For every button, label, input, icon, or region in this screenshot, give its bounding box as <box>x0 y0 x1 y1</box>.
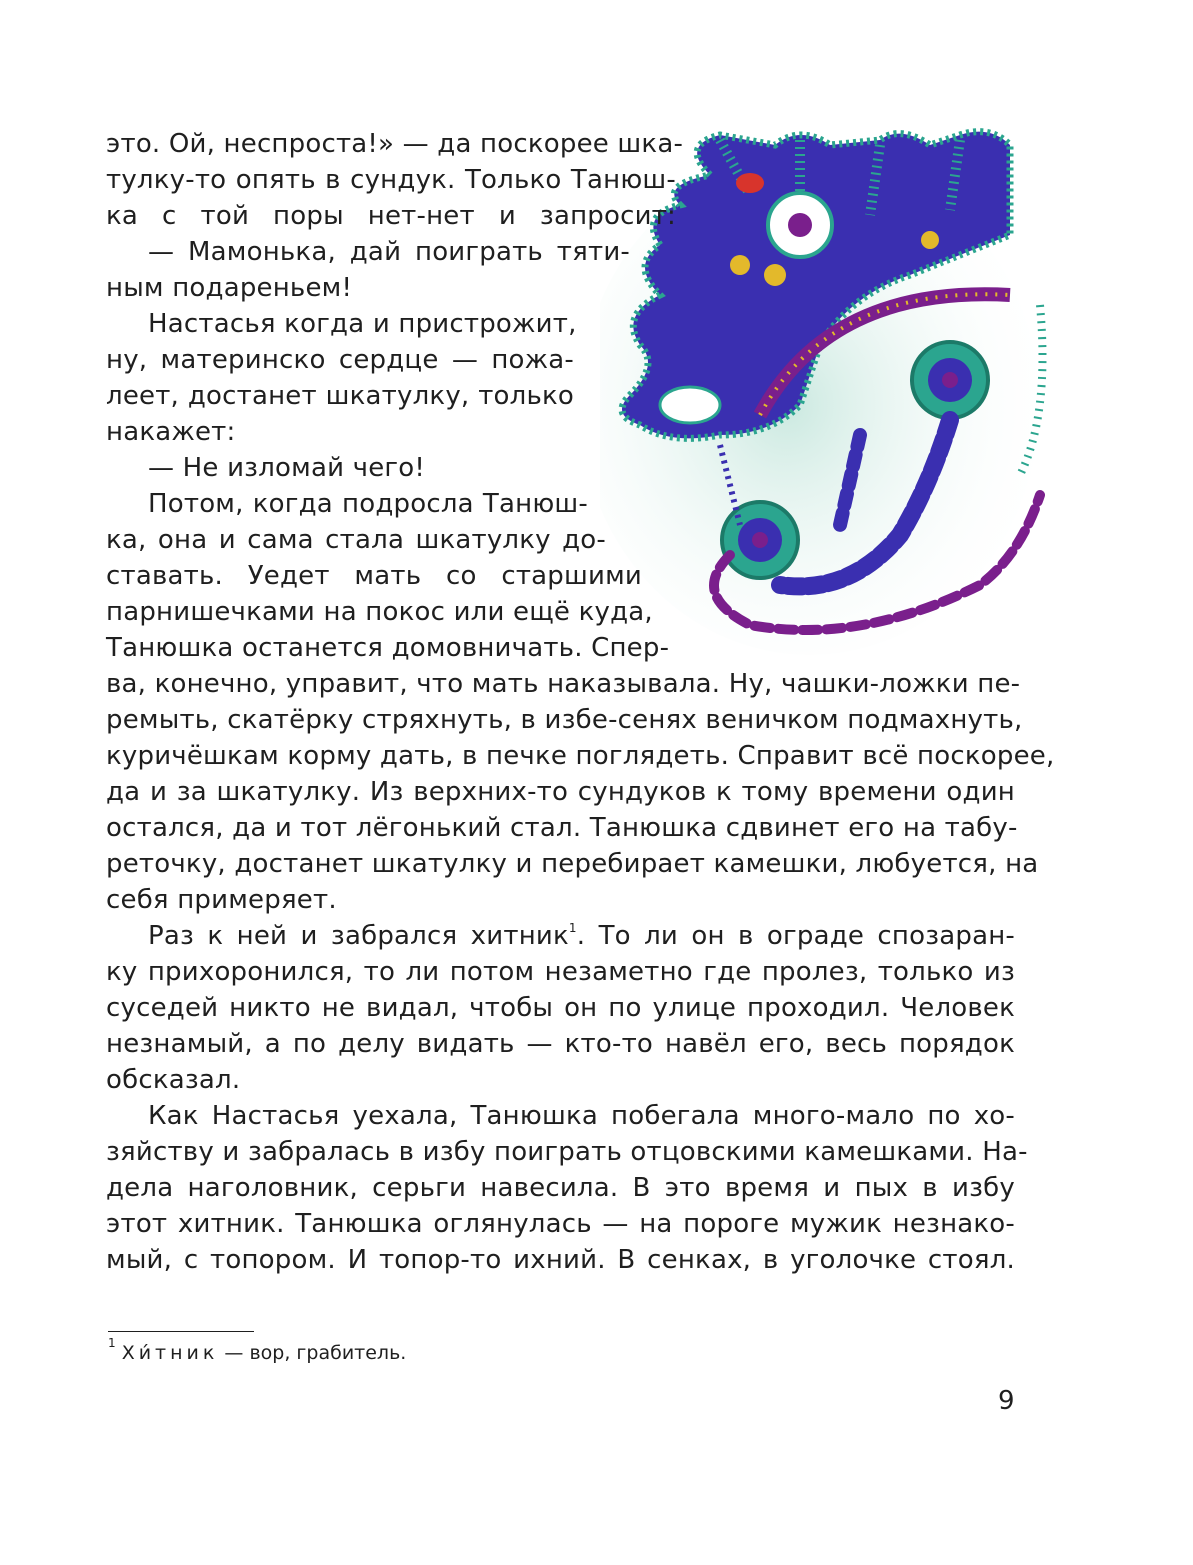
page-number: 9 <box>998 1386 1015 1416</box>
text-line: Танюшка останется домовничать. Спер- <box>106 633 670 663</box>
text-line: — Не изломай чего! <box>148 453 425 483</box>
text-fragment: . То ли он в ограде спозаран- <box>576 921 1015 951</box>
text-line: себя примеряет. <box>106 885 337 915</box>
text-line: реточку, достанет шкатулку и перебирает камешки, любуется, на <box>106 849 1039 879</box>
text-line: куричёшкам корму дать, в печке поглядеть. Справит всё поскорее, <box>106 741 1055 771</box>
text-line: ремыть, скатёрку стряхнуть, в избе-сенях веничком подмахнуть, <box>106 705 1023 735</box>
footnote <box>108 1336 407 1366</box>
text-line: ка, она и сама стала шкатулку до- <box>106 525 606 555</box>
text-line: ва, конечно, управит, что мать наказывала. Ну, чашки-ложки пе- <box>106 669 1021 699</box>
text-line <box>148 918 1015 954</box>
text-line: ка с той поры нет-нет и запросит: <box>106 201 676 231</box>
text-line: Потом, когда подросла Танюш- <box>148 489 588 519</box>
text-line: Настасья когда и пристрожит, <box>148 309 577 339</box>
text-line: Как Настасья уехала, Танюшка побегала много-мало по хо- <box>148 1101 1015 1131</box>
text-line: это. Ой, неспроста!» — да поскорее шка- <box>106 129 684 159</box>
text-line: — Мамонька, дай поиграть тяти- <box>148 237 630 267</box>
footnote-mark: 1 <box>108 1336 116 1350</box>
text-line: ставать. Уедет мать со старшими <box>106 561 642 591</box>
text-line: ку прихоронился, то ли потом незаметно где пролез, только из <box>106 957 1015 987</box>
text-line: леет, достанет шкатулку, только <box>106 381 574 411</box>
text-line: незнамый, а по делу видать — кто-то навёл его, весь порядок <box>106 1029 1015 1059</box>
text-line: остался, да и тот лёгонький стал. Танюшка сдвинет его на табу- <box>106 813 1018 843</box>
text-fragment: Раз к ней и забрался хитник <box>148 921 569 951</box>
text-line: ну, материнско сердце — пожа- <box>106 345 574 375</box>
pendant-ornament <box>912 342 988 418</box>
text-line: зяйству и забралась в избу поиграть отцовскими камешками. На- <box>106 1137 1028 1167</box>
text-line: дела наголовник, серьги навесила. В это время и пых в избу <box>106 1173 1015 1203</box>
footnote-divider <box>108 1331 254 1332</box>
footnote-definition: — вор, грабитель. <box>218 1342 407 1364</box>
text-line: мый, с топором. И топор-то ихний. В сенках, в уголочке стоял. <box>106 1245 1015 1275</box>
footnote-reference: 1 <box>568 921 577 935</box>
flower-ornament <box>768 193 832 257</box>
text-line: обсказал. <box>106 1065 241 1095</box>
text-line: этот хитник. Танюшка оглянулась — на пороге мужик незнако- <box>106 1209 1015 1239</box>
text-line: тулку-то опять в сундук. Только Танюш- <box>106 165 676 195</box>
text-line: да и за шкатулку. Из верхних-то сундуков к тому времени один <box>106 777 1015 807</box>
text-line: ным подареньем! <box>106 273 353 303</box>
text-line: парнишечками на покос или ещё куда, <box>106 597 653 627</box>
text-line: накажет: <box>106 417 236 447</box>
footnote-term: Хи́тник <box>121 1342 219 1364</box>
pendant-ornament <box>722 502 798 578</box>
text-line: суседей никто не видал, чтобы он по улице проходил. Человек <box>106 993 1015 1023</box>
